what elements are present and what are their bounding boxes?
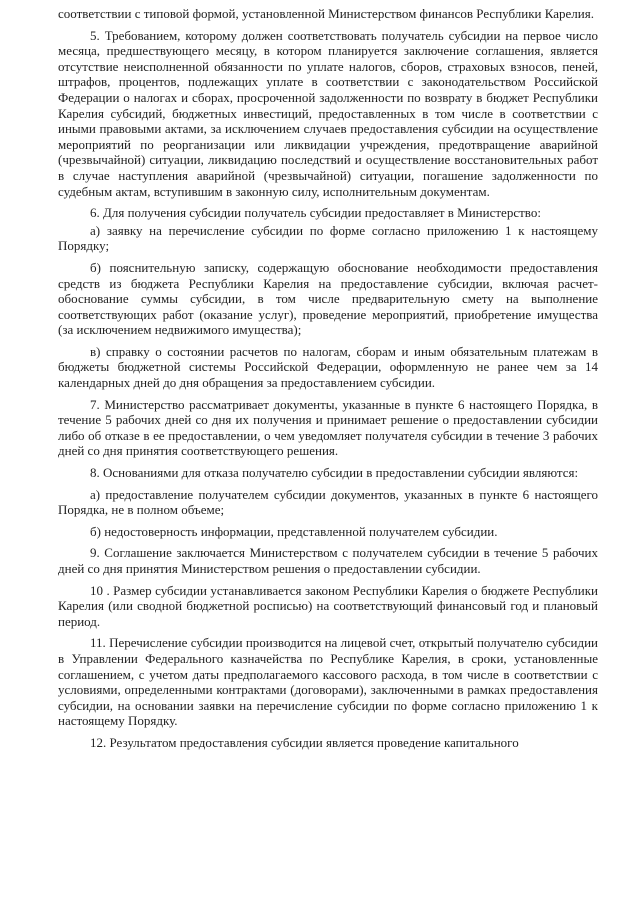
paragraph-9-agreement: 9. Соглашение заключается Министерством с получателем субсидии в течение 5 рабочих дней со дня принятия Министерством решения о предоставлении субсидии. <box>58 545 598 576</box>
paragraph-11-transfer: 11. Перечисление субсидии производится на лицевой счет, открытый получателю субсидии в Управлении Федерального казначейства по Республике Карелия, в сроки, установленные соглашением, с учетом даты предполагаемого кассового расхода, в том числе в соответствии с условиями, определенными контрактами (договорами), заключенными в рамках предоставления субсидии, на основании заявки на перечисление субсидии по форме согласно приложению 1 к настоящему Порядку. <box>58 635 598 729</box>
paragraph-12-result: 12. Результатом предоставления субсидии является проведение капитального <box>90 734 519 750</box>
paragraph-8b-false-info: б) недостоверность информации, представленной получателем субсидии. <box>90 523 498 539</box>
paragraph-6b-explanatory-note: б) пояснительную записку, содержащую обоснование необходимости предоставления средств из бюджета Республики Карелия на предоставление субсидии, включая расчет-обоснование суммы субсидии, в том числе предварительную смету на выполнение соответствующих работ (оказание услуг), проведение мероприятий, приобретение имущества (за исключением недвижимого имущества); <box>58 259 598 338</box>
paragraph-6c-tax-certificate: в) справку о состоянии расчетов по налогам, сборам и иным обязательным платежам в бюджеты бюджетной системы Российской Федерации, оформленную не ранее чем за 14 календарных дней до дня обращения за предоставлением субсидии. <box>58 343 598 391</box>
paragraph-7-review: 7. Министерство рассматривает документы, указанные в пункте 6 настоящего Порядка, в течение 5 рабочих дней со дня их получения и принимает решение о предоставлении субсидии либо об отказе в ее предоставлении, о чем уведомляет получателя субсидии в течение 3 рабочих дней со дня принятия соответствующего решения. <box>58 396 598 459</box>
paragraph-6a-application: а) заявку на перечисление субсидии по форме согласно приложению 1 к настоящему Порядку; <box>58 222 598 254</box>
document-page <box>58 6 598 757</box>
paragraph-8-refusal-grounds: 8. Основаниями для отказа получателю субсидии в предоставлении субсидии являются: <box>90 465 579 481</box>
paragraph-8a-incomplete-docs: а) предоставление получателем субсидии документов, указанных в пункте 6 настоящего Порядка, не в полном объеме; <box>58 486 598 518</box>
paragraph-6-documents: 6. Для получения субсидии получатель субсидии предоставляет в Министерство: <box>90 205 541 221</box>
paragraph-10-subsidy-amount: 10 . Размер субсидии устанавливается законом Республики Карелия о бюджете Республики Карелия (или сводной бюджетной росписью) на соответствующий финансовый год и плановый период. <box>58 582 598 629</box>
paragraph-5-requirements: 5. Требованием, которому должен соответствовать получатель субсидии на первое число месяца, предшествующего месяцу, в котором планируется заключение соглашения, является отсутствие неисполненной обязанности по уплате налогов, сборов, страховых взносов, пеней, штрафов, процентов, подлежащих уплате в соответствии с законодательством Российской Федерации о налогах и сборах, просроченной задолженности по возврату в бюджет Республики Карелия субсидий, бюджетных инвестиций, предоставленных в том числе в соответствии с иными правовыми актами, за исключением случаев предоставления субсидии на осуществление мероприятий по реорганизации или ликвидации учреждения, предотвращение аварийной (чрезвычайной) ситуации, ликвидацию последствий и осуществление восстановительных работ в случае наступления аварийной (чрезвычайной) ситуации, погашение задолженности по судебным актам, вступившим в законную силу, исполнительным документам. <box>58 27 598 199</box>
paragraph-continuation: соответствии с типовой формой, установленной Министерством финансов Республики Карелия. <box>58 6 594 21</box>
